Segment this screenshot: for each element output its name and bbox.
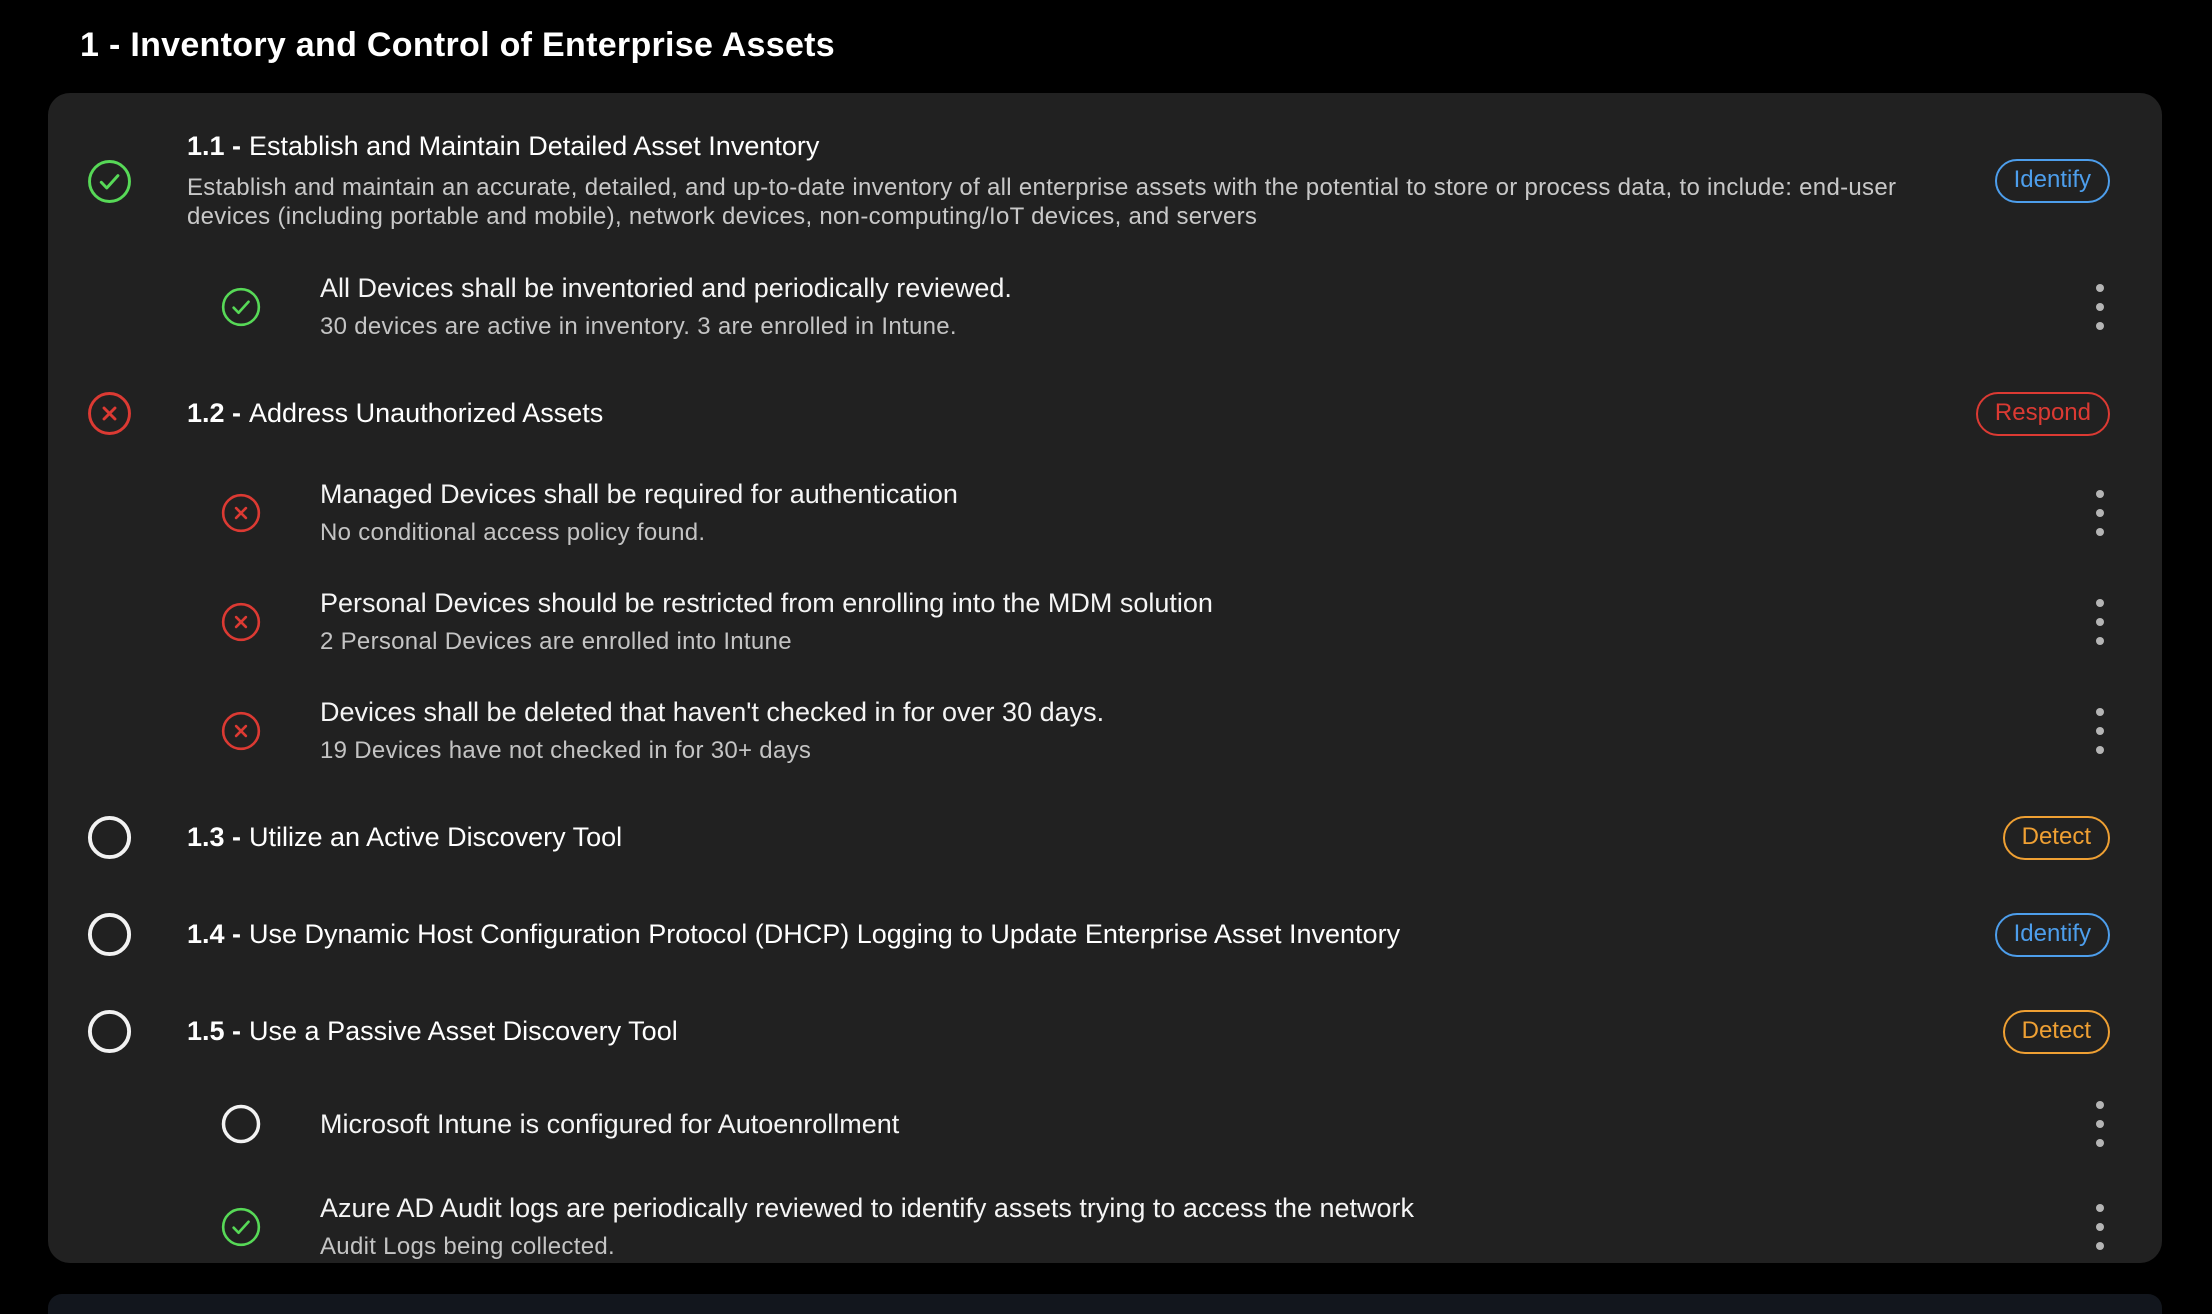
empty-circle-icon (86, 1008, 133, 1055)
control-card (48, 93, 2162, 1263)
check-title: Azure AD Audit logs are periodically reviewed to identify assets trying to access the network (320, 1193, 1415, 1223)
control-heading (187, 398, 1930, 429)
check-title: Managed Devices shall be required for authentication (320, 479, 958, 509)
control-checks (86, 273, 2110, 340)
x-circle-icon (220, 492, 262, 534)
check-title: Microsoft Intune is configured for Autoenrollment (320, 1108, 900, 1139)
check-detail: 19 Devices have not checked in for 30+ days (320, 737, 812, 764)
safeguard-check-row (220, 697, 2110, 764)
control-title: Address Unauthorized Assets (249, 398, 604, 428)
control-number: 1.1 - (187, 131, 242, 161)
row-menu-button[interactable] (2090, 595, 2110, 649)
control-header-row[interactable] (86, 390, 2110, 437)
control-title: Use Dynamic Host Configuration Protocol (DHCP) Logging to Update Enterprise Asset Inventory (249, 919, 1401, 949)
check-detail: 30 devices are active in inventory. 3 are enrolled in Intune. (320, 313, 957, 340)
check-title: Devices shall be deleted that haven't checked in for over 30 days. (320, 697, 1105, 727)
kebab-menu-icon (2096, 1204, 2104, 1250)
row-menu-button[interactable] (2090, 280, 2110, 334)
control-heading (187, 822, 1957, 853)
check-title: Personal Devices should be restricted from enrolling into the MDM solution (320, 588, 1213, 618)
control-number: 1.4 - (187, 919, 242, 949)
empty-circle-icon (86, 911, 133, 958)
next-card-peek (48, 1294, 2162, 1314)
check-circle-icon (220, 286, 262, 328)
category-badge: Respond (1976, 392, 2110, 436)
x-circle-icon (86, 390, 133, 437)
controls-list (86, 131, 2110, 1260)
control-title: Use a Passive Asset Discovery Tool (249, 1016, 678, 1046)
kebab-menu-icon (2096, 708, 2104, 754)
control-header-row[interactable] (86, 814, 2110, 861)
check-detail: 2 Personal Devices are enrolled into Intune (320, 628, 792, 655)
safeguard-check-row (220, 273, 2110, 340)
control-heading (187, 131, 1949, 162)
control-section (86, 131, 2110, 340)
kebab-menu-icon (2096, 1101, 2104, 1147)
safeguard-check-row (220, 1193, 2110, 1260)
control-number: 1.2 - (187, 398, 242, 428)
control-checks (86, 479, 2110, 764)
control-header-row[interactable] (86, 1008, 2110, 1055)
row-menu-button[interactable] (2090, 1097, 2110, 1151)
category-badge: Identify (1995, 913, 2110, 957)
category-badge: Identify (1995, 159, 2110, 203)
safeguard-check-row (220, 1097, 2110, 1151)
empty-circle-icon (86, 814, 133, 861)
control-checks (86, 1097, 2110, 1260)
control-number: 1.3 - (187, 822, 242, 852)
control-header-row[interactable] (86, 131, 2110, 231)
category-badge: Detect (2003, 1010, 2110, 1054)
x-circle-icon (220, 601, 262, 643)
control-description: Establish and maintain an accurate, detailed, and up-to-date inventory of all enterprise assets with the potential to store or process data, to include: end-user devices (including portable and mobile), network devices, non-computing/IoT devices, and servers (187, 174, 1897, 230)
check-detail: Audit Logs being collected. (320, 1233, 615, 1260)
kebab-menu-icon (2096, 599, 2104, 645)
category-badge: Detect (2003, 816, 2110, 860)
row-menu-button[interactable] (2090, 486, 2110, 540)
safeguard-check-row (220, 479, 2110, 546)
x-circle-icon (220, 710, 262, 752)
page-title: 1 - Inventory and Control of Enterprise Assets (80, 26, 836, 64)
control-section (86, 1008, 2110, 1260)
check-detail: No conditional access policy found. (320, 519, 706, 546)
control-heading (187, 1016, 1957, 1047)
check-circle-icon (220, 1206, 262, 1248)
control-number: 1.5 - (187, 1016, 242, 1046)
kebab-menu-icon (2096, 284, 2104, 330)
safeguard-check-row (220, 588, 2110, 655)
check-title: All Devices shall be inventoried and periodically reviewed. (320, 273, 1012, 303)
control-title: Establish and Maintain Detailed Asset Inventory (249, 131, 820, 161)
row-menu-button[interactable] (2090, 704, 2110, 758)
row-menu-button[interactable] (2090, 1200, 2110, 1254)
control-section (86, 814, 2110, 861)
kebab-menu-icon (2096, 490, 2104, 536)
control-heading (187, 919, 1949, 950)
control-section (86, 911, 2110, 958)
control-header-row[interactable] (86, 911, 2110, 958)
check-circle-icon (86, 158, 133, 205)
control-title: Utilize an Active Discovery Tool (249, 822, 623, 852)
empty-circle-icon (220, 1103, 262, 1145)
control-section (86, 390, 2110, 764)
